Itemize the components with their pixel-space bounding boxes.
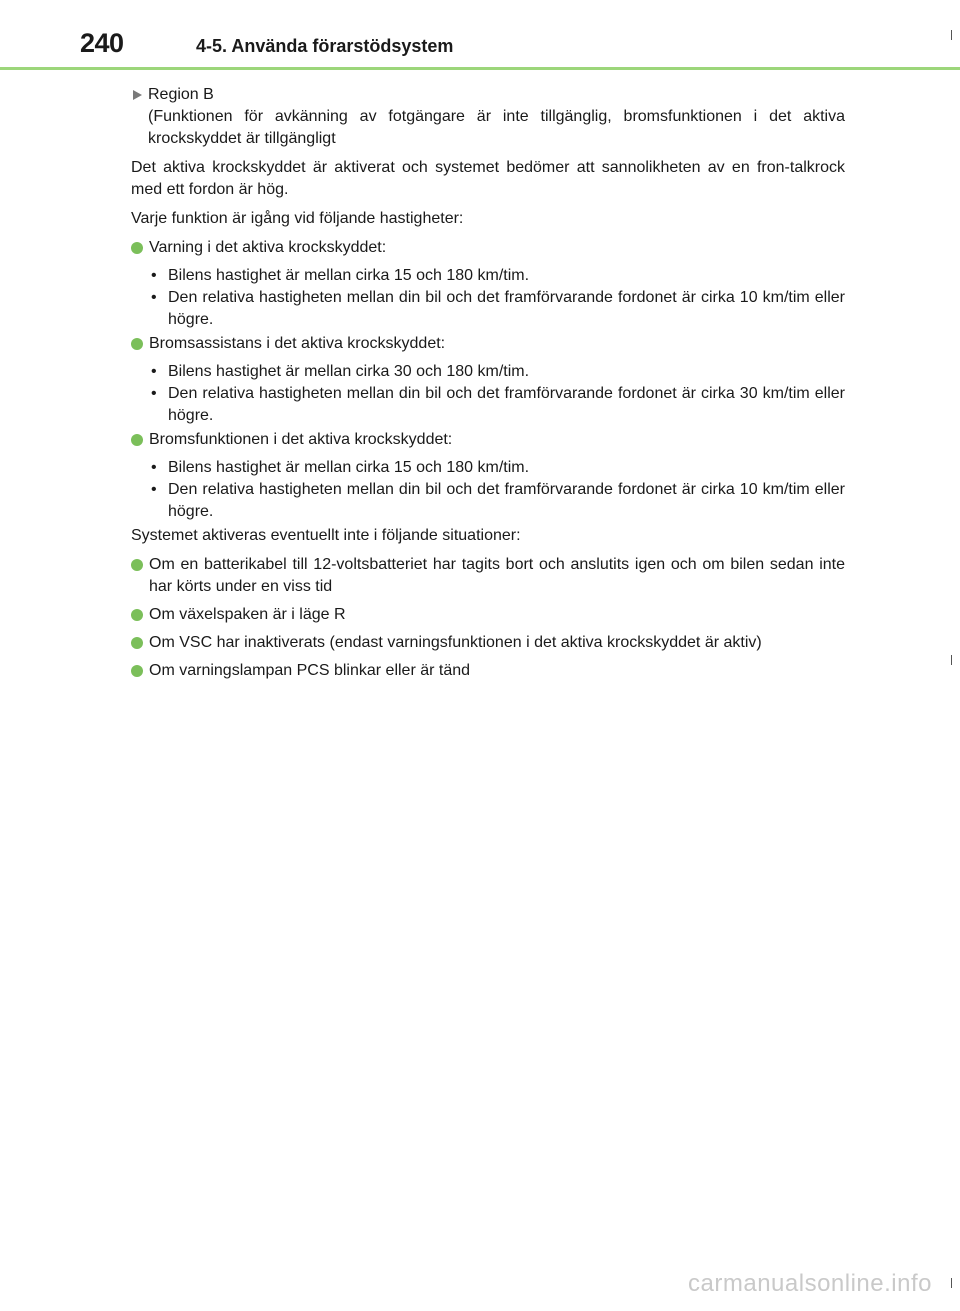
page-number: 240 (80, 28, 124, 58)
intro-paragraph: Det aktiva krockskyddet är aktiverat och systemet bedömer att sannolikheten av en fron-talkrock med ett fordon är hög. (131, 159, 845, 198)
section-title: 4-5. Använda förarstödsystem (196, 36, 454, 56)
function-details-brake (131, 457, 845, 523)
list-item (131, 361, 845, 383)
region-b-block (131, 84, 845, 150)
header-rule (0, 67, 960, 70)
situation-text: Om en batterikabel till 12-voltsbatteriet har tagits bort och anslutits igen och om bilen sedan inte har körts under en viss tid (149, 556, 845, 595)
small-dot-icon: • (151, 289, 157, 306)
crop-mark-top (951, 30, 952, 40)
situation-text: Om varningslampan PCS blinkar eller är tänd (149, 662, 471, 679)
list-item (131, 383, 845, 427)
green-dot-bullet-icon (131, 242, 143, 254)
list-item (131, 265, 845, 287)
situations-intro: Systemet aktiveras eventuellt inte i följande situationer: (131, 527, 521, 544)
list-item (131, 287, 845, 331)
function-bullet-warning (131, 237, 845, 259)
speeds-intro: Varje funktion är igång vid följande hastigheter: (131, 210, 464, 227)
page-content (131, 84, 845, 688)
green-dot-bullet-icon (131, 609, 143, 621)
list-item (131, 457, 845, 479)
region-b-note: (Funktionen för avkänning av fotgängare är inte tillgänglig, bromsfunktionen i det aktiva krockskyddet är tillgängligt (148, 108, 845, 147)
list-item-text: Bilens hastighet är mellan cirka 30 och 180 km/tim. (168, 363, 530, 380)
green-dot-bullet-icon (131, 665, 143, 677)
function-bullet-brake-assist (131, 333, 845, 355)
crop-mark-middle (951, 655, 952, 665)
function-title: Bromsassistans i det aktiva krockskyddet: (149, 335, 446, 352)
list-item (131, 479, 845, 523)
page-header (0, 0, 960, 70)
green-dot-bullet-icon (131, 338, 143, 350)
list-item-text: Bilens hastighet är mellan cirka 15 och 180 km/tim. (168, 459, 530, 476)
list-item-text: Den relativa hastigheten mellan din bil och det framförvarande fordonet är cirka 30 km/tim eller högre. (168, 385, 845, 424)
small-dot-icon: • (151, 459, 157, 476)
crop-mark-bottom (951, 1278, 952, 1288)
small-dot-icon: • (151, 267, 157, 284)
situation-bullet (131, 632, 845, 654)
list-item-text: Den relativa hastigheten mellan din bil och det framförvarande fordonet är cirka 10 km/tim eller högre. (168, 481, 845, 520)
small-dot-icon: • (151, 385, 157, 402)
triangle-bullet-icon (133, 90, 142, 100)
situation-bullet (131, 660, 845, 682)
small-dot-icon: • (151, 481, 157, 498)
function-title: Varning i det aktiva krockskyddet: (149, 239, 387, 256)
function-bullet-brake (131, 429, 845, 451)
list-item-text: Den relativa hastigheten mellan din bil och det framförvarande fordonet är cirka 10 km/tim eller högre. (168, 289, 845, 328)
green-dot-bullet-icon (131, 434, 143, 446)
green-dot-bullet-icon (131, 637, 143, 649)
green-dot-bullet-icon (131, 559, 143, 571)
region-b-label: Region B (148, 86, 214, 103)
function-details-warning (131, 265, 845, 331)
function-details-brake-assist (131, 361, 845, 427)
small-dot-icon: • (151, 363, 157, 380)
situation-bullet (131, 604, 845, 626)
site-watermark: carmanualsonline.info (688, 1270, 932, 1297)
situation-bullet (131, 554, 845, 598)
list-item-text: Bilens hastighet är mellan cirka 15 och 180 km/tim. (168, 267, 530, 284)
situation-text: Om växelspaken är i läge R (149, 606, 346, 623)
function-title: Bromsfunktionen i det aktiva krockskyddet: (149, 431, 453, 448)
situation-text: Om VSC har inaktiverats (endast varningsfunktionen i det aktiva krockskyddet är aktiv) (149, 634, 762, 651)
